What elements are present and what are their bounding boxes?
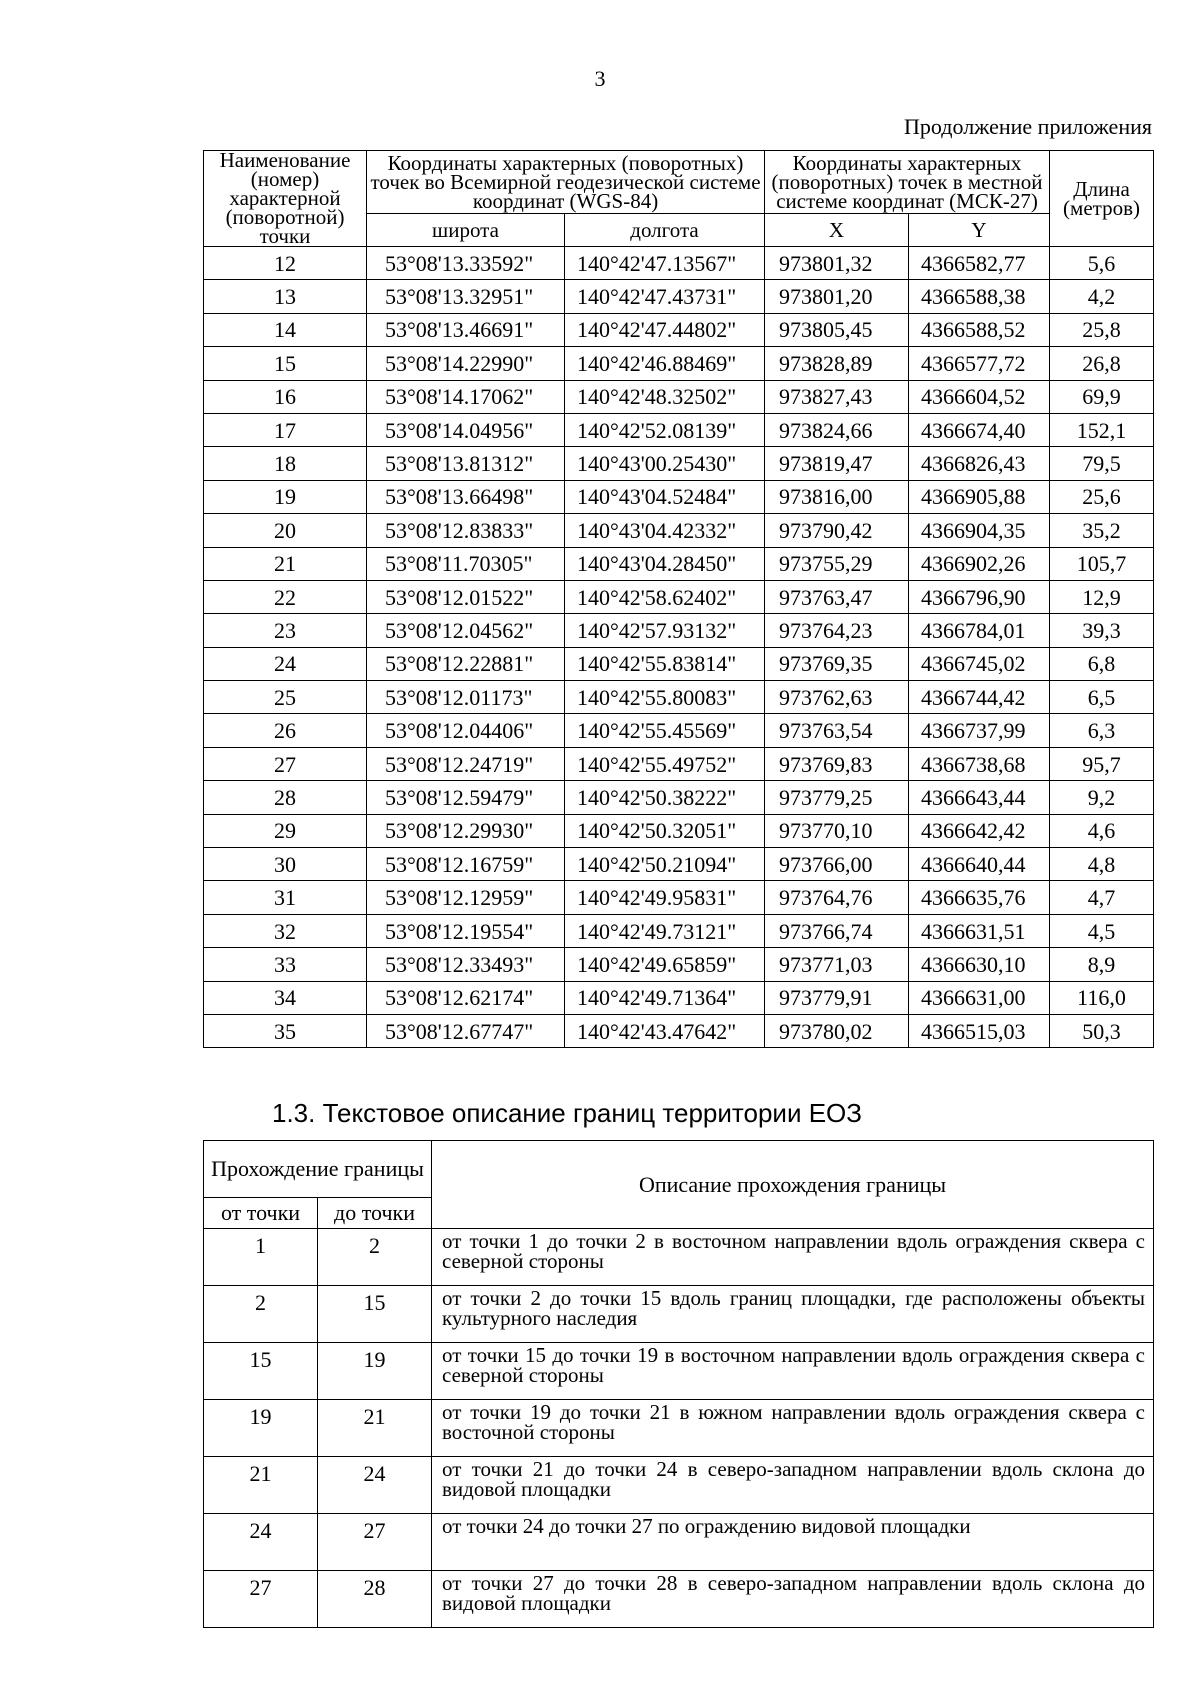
latitude-cell: 53°08'13.81312" bbox=[367, 447, 565, 480]
from-point-cell: 24 bbox=[204, 1514, 318, 1571]
y-cell: 4366577,72 bbox=[909, 347, 1050, 380]
x-cell: 973824,66 bbox=[765, 413, 909, 446]
length-cell: 4,5 bbox=[1050, 914, 1154, 947]
table-row bbox=[204, 347, 1154, 380]
table-row bbox=[204, 514, 1154, 547]
description-cell: от точки 2 до точки 15 вдоль границ площадки, где расположены объекты культурного наследия bbox=[432, 1286, 1154, 1343]
latitude-cell: 53°08'12.24719" bbox=[367, 747, 565, 780]
boundary-description-table bbox=[203, 1140, 1154, 1628]
y-cell: 4366631,51 bbox=[909, 914, 1050, 947]
point-number-cell: 25 bbox=[204, 681, 367, 714]
table-row bbox=[204, 681, 1154, 714]
header-boundary-passage: Прохождение границы bbox=[204, 1141, 432, 1198]
y-cell: 4366744,42 bbox=[909, 681, 1050, 714]
longitude-cell: 140°43'04.52484" bbox=[565, 480, 765, 513]
longitude-cell: 140°42'55.83814" bbox=[565, 647, 765, 680]
x-cell: 973780,02 bbox=[765, 1014, 909, 1047]
y-cell: 4366737,99 bbox=[909, 714, 1050, 747]
y-cell: 4366902,26 bbox=[909, 547, 1050, 580]
longitude-cell: 140°42'57.93132" bbox=[565, 614, 765, 647]
longitude-cell: 140°42'55.45569" bbox=[565, 714, 765, 747]
table-row bbox=[204, 981, 1154, 1014]
to-point-cell: 27 bbox=[318, 1514, 432, 1571]
x-cell: 973769,83 bbox=[765, 747, 909, 780]
table-row bbox=[204, 413, 1154, 446]
y-cell: 4366905,88 bbox=[909, 480, 1050, 513]
table-row bbox=[204, 580, 1154, 613]
length-cell: 25,8 bbox=[1050, 313, 1154, 346]
point-number-cell: 19 bbox=[204, 480, 367, 513]
latitude-cell: 53°08'12.04562" bbox=[367, 614, 565, 647]
x-cell: 973763,47 bbox=[765, 580, 909, 613]
table-row bbox=[204, 881, 1154, 914]
length-cell: 4,2 bbox=[1050, 280, 1154, 313]
table-row bbox=[204, 313, 1154, 346]
latitude-cell: 53°08'12.67747" bbox=[367, 1014, 565, 1047]
header-y: Y bbox=[909, 214, 1050, 247]
table-row bbox=[204, 614, 1154, 647]
y-cell: 4366588,38 bbox=[909, 280, 1050, 313]
point-number-cell: 21 bbox=[204, 547, 367, 580]
from-point-cell: 1 bbox=[204, 1229, 318, 1286]
table-row bbox=[204, 914, 1154, 947]
x-cell: 973819,47 bbox=[765, 447, 909, 480]
y-cell: 4366643,44 bbox=[909, 781, 1050, 814]
point-number-cell: 14 bbox=[204, 313, 367, 346]
x-cell: 973770,10 bbox=[765, 814, 909, 847]
table-row bbox=[204, 280, 1154, 313]
point-number-cell: 31 bbox=[204, 881, 367, 914]
y-cell: 4366630,10 bbox=[909, 948, 1050, 981]
y-cell: 4366745,02 bbox=[909, 647, 1050, 680]
latitude-cell: 53°08'13.46691" bbox=[367, 313, 565, 346]
table-row bbox=[204, 814, 1154, 847]
y-cell: 4366515,03 bbox=[909, 1014, 1050, 1047]
table-row bbox=[204, 447, 1154, 480]
table-row bbox=[204, 1571, 1154, 1628]
point-number-cell: 13 bbox=[204, 280, 367, 313]
from-point-cell: 27 bbox=[204, 1571, 318, 1628]
length-cell: 79,5 bbox=[1050, 447, 1154, 480]
longitude-cell: 140°42'50.32051" bbox=[565, 814, 765, 847]
y-cell: 4366604,52 bbox=[909, 380, 1050, 413]
latitude-cell: 53°08'14.17062" bbox=[367, 380, 565, 413]
description-cell: от точки 19 до точки 21 в южном направлении вдоль ограждения сквера с восточной стороны bbox=[432, 1400, 1154, 1457]
point-number-cell: 29 bbox=[204, 814, 367, 847]
to-point-cell: 19 bbox=[318, 1343, 432, 1400]
latitude-cell: 53°08'12.12959" bbox=[367, 881, 565, 914]
latitude-cell: 53°08'12.62174" bbox=[367, 981, 565, 1014]
table-row bbox=[204, 781, 1154, 814]
longitude-cell: 140°42'49.73121" bbox=[565, 914, 765, 947]
y-cell: 4366784,01 bbox=[909, 614, 1050, 647]
to-point-cell: 2 bbox=[318, 1229, 432, 1286]
y-cell: 4366588,52 bbox=[909, 313, 1050, 346]
longitude-cell: 140°42'46.88469" bbox=[565, 347, 765, 380]
length-cell: 116,0 bbox=[1050, 981, 1154, 1014]
latitude-cell: 53°08'14.22990" bbox=[367, 347, 565, 380]
longitude-cell: 140°42'49.65859" bbox=[565, 948, 765, 981]
latitude-cell: 53°08'12.83833" bbox=[367, 514, 565, 547]
point-number-cell: 35 bbox=[204, 1014, 367, 1047]
length-cell: 105,7 bbox=[1050, 547, 1154, 580]
table-row bbox=[204, 848, 1154, 881]
point-number-cell: 33 bbox=[204, 948, 367, 981]
header-x: X bbox=[765, 214, 909, 247]
x-cell: 973827,43 bbox=[765, 380, 909, 413]
y-cell: 4366738,68 bbox=[909, 747, 1050, 780]
x-cell: 973766,00 bbox=[765, 848, 909, 881]
table-row bbox=[204, 747, 1154, 780]
table-row bbox=[204, 1014, 1154, 1047]
point-number-cell: 18 bbox=[204, 447, 367, 480]
longitude-cell: 140°42'49.71364" bbox=[565, 981, 765, 1014]
length-cell: 6,3 bbox=[1050, 714, 1154, 747]
header-msk27-group: Координаты характерных (поворотных) точек в местной системе координат (МСК-27) bbox=[765, 151, 1050, 214]
length-cell: 6,8 bbox=[1050, 647, 1154, 680]
y-cell: 4366642,42 bbox=[909, 814, 1050, 847]
x-cell: 973769,35 bbox=[765, 647, 909, 680]
header-point-name: Наименование (номер) характерной (поворотной) точки bbox=[204, 151, 367, 247]
x-cell: 973801,32 bbox=[765, 247, 909, 280]
description-cell: от точки 21 до точки 24 в северо-западном направлении вдоль склона до видовой площадки bbox=[432, 1457, 1154, 1514]
length-cell: 8,9 bbox=[1050, 948, 1154, 981]
continuation-label: Продолжение приложения bbox=[904, 114, 1152, 139]
latitude-cell: 53°08'11.70305" bbox=[367, 547, 565, 580]
longitude-cell: 140°42'47.13567" bbox=[565, 247, 765, 280]
point-number-cell: 26 bbox=[204, 714, 367, 747]
latitude-cell: 53°08'12.19554" bbox=[367, 914, 565, 947]
x-cell: 973828,89 bbox=[765, 347, 909, 380]
length-cell: 35,2 bbox=[1050, 514, 1154, 547]
table-row bbox=[204, 1514, 1154, 1571]
point-number-cell: 16 bbox=[204, 380, 367, 413]
length-cell: 26,8 bbox=[1050, 347, 1154, 380]
length-cell: 12,9 bbox=[1050, 580, 1154, 613]
description-cell: от точки 27 до точки 28 в северо-западном направлении вдоль склона до видовой площадки bbox=[432, 1571, 1154, 1628]
length-cell: 50,3 bbox=[1050, 1014, 1154, 1047]
latitude-cell: 53°08'13.32951" bbox=[367, 280, 565, 313]
point-number-cell: 20 bbox=[204, 514, 367, 547]
length-cell: 4,8 bbox=[1050, 848, 1154, 881]
to-point-cell: 21 bbox=[318, 1400, 432, 1457]
header-boundary-description: Описание прохождения границы bbox=[432, 1141, 1154, 1229]
description-cell: от точки 15 до точки 19 в восточном направлении вдоль ограждения сквера с северной стороны bbox=[432, 1343, 1154, 1400]
longitude-cell: 140°43'04.28450" bbox=[565, 547, 765, 580]
longitude-cell: 140°42'58.62402" bbox=[565, 580, 765, 613]
table-row bbox=[204, 1457, 1154, 1514]
description-cell: от точки 1 до точки 2 в восточном направлении вдоль ограждения сквера с северной стороны bbox=[432, 1229, 1154, 1286]
table-row bbox=[204, 1343, 1154, 1400]
table-row bbox=[204, 380, 1154, 413]
x-cell: 973771,03 bbox=[765, 948, 909, 981]
header-latitude: широта bbox=[367, 214, 565, 247]
longitude-cell: 140°43'04.42332" bbox=[565, 514, 765, 547]
table-row bbox=[204, 1229, 1154, 1286]
latitude-cell: 53°08'12.29930" bbox=[367, 814, 565, 847]
x-cell: 973755,29 bbox=[765, 547, 909, 580]
point-number-cell: 17 bbox=[204, 413, 367, 446]
y-cell: 4366635,76 bbox=[909, 881, 1050, 914]
x-cell: 973790,42 bbox=[765, 514, 909, 547]
from-point-cell: 19 bbox=[204, 1400, 318, 1457]
latitude-cell: 53°08'12.16759" bbox=[367, 848, 565, 881]
length-cell: 95,7 bbox=[1050, 747, 1154, 780]
header-length: Длина (метров) bbox=[1050, 151, 1154, 247]
to-point-cell: 28 bbox=[318, 1571, 432, 1628]
longitude-cell: 140°42'49.95831" bbox=[565, 881, 765, 914]
to-point-cell: 24 bbox=[318, 1457, 432, 1514]
from-point-cell: 21 bbox=[204, 1457, 318, 1514]
point-number-cell: 27 bbox=[204, 747, 367, 780]
point-number-cell: 22 bbox=[204, 580, 367, 613]
length-cell: 4,6 bbox=[1050, 814, 1154, 847]
point-number-cell: 12 bbox=[204, 247, 367, 280]
latitude-cell: 53°08'12.22881" bbox=[367, 647, 565, 680]
length-cell: 5,6 bbox=[1050, 247, 1154, 280]
table-row bbox=[204, 647, 1154, 680]
x-cell: 973816,00 bbox=[765, 480, 909, 513]
y-cell: 4366826,43 bbox=[909, 447, 1050, 480]
length-cell: 9,2 bbox=[1050, 781, 1154, 814]
longitude-cell: 140°42'47.43731" bbox=[565, 280, 765, 313]
longitude-cell: 140°42'52.08139" bbox=[565, 413, 765, 446]
header-to-point: до точки bbox=[318, 1198, 432, 1229]
point-number-cell: 30 bbox=[204, 848, 367, 881]
point-number-cell: 23 bbox=[204, 614, 367, 647]
x-cell: 973801,20 bbox=[765, 280, 909, 313]
from-point-cell: 2 bbox=[204, 1286, 318, 1343]
y-cell: 4366631,00 bbox=[909, 981, 1050, 1014]
y-cell: 4366640,44 bbox=[909, 848, 1050, 881]
y-cell: 4366904,35 bbox=[909, 514, 1050, 547]
from-point-cell: 15 bbox=[204, 1343, 318, 1400]
longitude-cell: 140°42'50.21094" bbox=[565, 848, 765, 881]
table-row bbox=[204, 948, 1154, 981]
latitude-cell: 53°08'12.01522" bbox=[367, 580, 565, 613]
header-wgs84-group: Координаты характерных (поворотных) точек во Всемирной геодезической системе координат (WGS-84) bbox=[367, 151, 765, 214]
table-row bbox=[204, 480, 1154, 513]
x-cell: 973763,54 bbox=[765, 714, 909, 747]
table-row bbox=[204, 714, 1154, 747]
y-cell: 4366674,40 bbox=[909, 413, 1050, 446]
latitude-cell: 53°08'13.33592" bbox=[367, 247, 565, 280]
x-cell: 973764,23 bbox=[765, 614, 909, 647]
length-cell: 4,7 bbox=[1050, 881, 1154, 914]
header-from-point: от точки bbox=[204, 1198, 318, 1229]
table-row bbox=[204, 547, 1154, 580]
x-cell: 973779,25 bbox=[765, 781, 909, 814]
x-cell: 973766,74 bbox=[765, 914, 909, 947]
longitude-cell: 140°42'48.32502" bbox=[565, 380, 765, 413]
description-cell: от точки 24 до точки 27 по ограждению видовой площадки bbox=[432, 1514, 1154, 1571]
section-title: 1.3. Текстовое описание границ территории ЕОЗ bbox=[272, 1098, 862, 1128]
point-number-cell: 28 bbox=[204, 781, 367, 814]
length-cell: 6,5 bbox=[1050, 681, 1154, 714]
point-number-cell: 24 bbox=[204, 647, 367, 680]
page-number: 3 bbox=[594, 66, 606, 91]
y-cell: 4366582,77 bbox=[909, 247, 1050, 280]
coordinates-table-body bbox=[204, 247, 1154, 1048]
x-cell: 973762,63 bbox=[765, 681, 909, 714]
longitude-cell: 140°43'00.25430" bbox=[565, 447, 765, 480]
table-row bbox=[204, 247, 1154, 280]
longitude-cell: 140°42'43.47642" bbox=[565, 1014, 765, 1047]
longitude-cell: 140°42'55.80083" bbox=[565, 681, 765, 714]
longitude-cell: 140°42'50.38222" bbox=[565, 781, 765, 814]
to-point-cell: 15 bbox=[318, 1286, 432, 1343]
boundary-table-body bbox=[204, 1229, 1154, 1628]
latitude-cell: 53°08'12.33493" bbox=[367, 948, 565, 981]
point-number-cell: 34 bbox=[204, 981, 367, 1014]
x-cell: 973779,91 bbox=[765, 981, 909, 1014]
header-longitude: долгота bbox=[565, 214, 765, 247]
latitude-cell: 53°08'12.01173" bbox=[367, 681, 565, 714]
length-cell: 39,3 bbox=[1050, 614, 1154, 647]
longitude-cell: 140°42'55.49752" bbox=[565, 747, 765, 780]
coordinates-table bbox=[203, 150, 1154, 1048]
x-cell: 973764,76 bbox=[765, 881, 909, 914]
x-cell: 973805,45 bbox=[765, 313, 909, 346]
latitude-cell: 53°08'12.59479" bbox=[367, 781, 565, 814]
table-row bbox=[204, 1400, 1154, 1457]
table-row bbox=[204, 1286, 1154, 1343]
length-cell: 69,9 bbox=[1050, 380, 1154, 413]
y-cell: 4366796,90 bbox=[909, 580, 1050, 613]
length-cell: 25,6 bbox=[1050, 480, 1154, 513]
longitude-cell: 140°42'47.44802" bbox=[565, 313, 765, 346]
latitude-cell: 53°08'13.66498" bbox=[367, 480, 565, 513]
point-number-cell: 32 bbox=[204, 914, 367, 947]
latitude-cell: 53°08'14.04956" bbox=[367, 413, 565, 446]
point-number-cell: 15 bbox=[204, 347, 367, 380]
length-cell: 152,1 bbox=[1050, 413, 1154, 446]
latitude-cell: 53°08'12.04406" bbox=[367, 714, 565, 747]
